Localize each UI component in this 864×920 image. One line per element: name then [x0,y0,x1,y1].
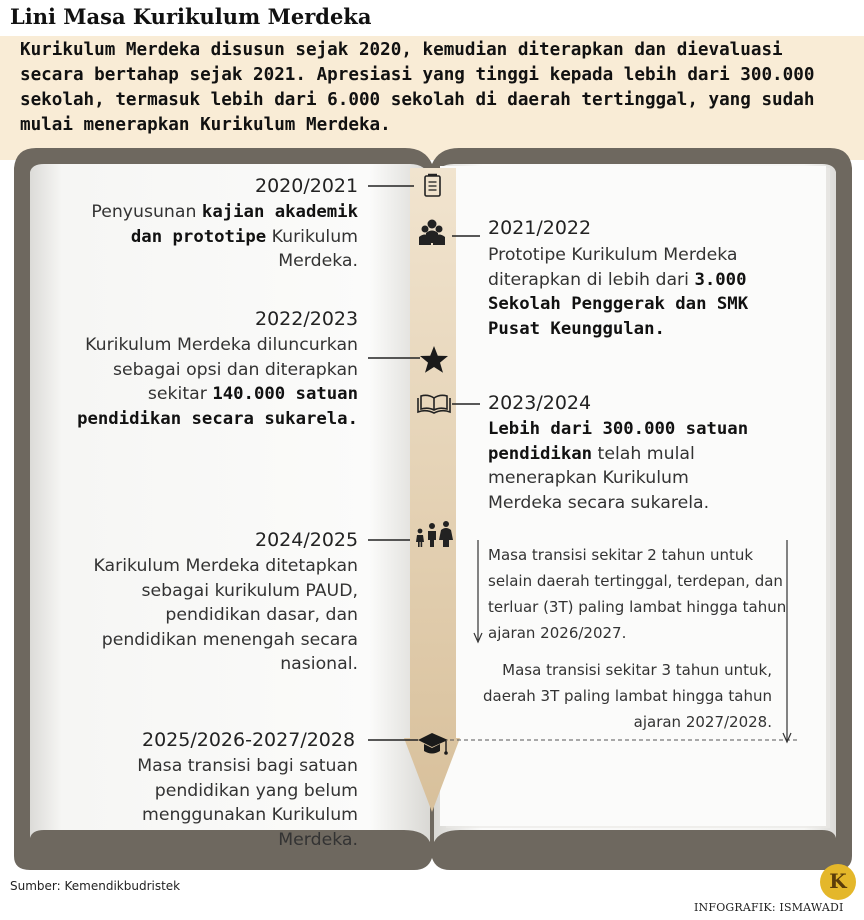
publisher-logo: K [820,864,856,900]
desc-2021-2022: Prototipe Kurikulum Merdeka diterapkan di lebih dari 3.000 Sekolah Penggerak dan SMK Pusat Keunggulan. [488,245,749,339]
page-title: Lini Masa Kurikulum Merdeka [10,4,372,29]
timeline-arrow [404,168,460,812]
date-2020-2021: 2020/2021 [255,175,359,197]
date-2021-2022: 2021/2022 [488,217,592,239]
source-text: Sumber: Kemendikbudristek [10,879,181,893]
intro-text: Kurikulum Merdeka disusun sejak 2020, kemudian diterapkan dan dievaluasi secara bertahap sejak 2021. Apresiasi yang tinggi kepada lebih dari 300.000 sekolah, termasuk lebih dari 6.000 sekolah di daerah tertinggal, yang sudah mulai menerapkan Kurikulum Merdeka. [20,40,815,135]
transition-note-3t: Masa transisi sekitar 3 tahun untuk, daerah 3T paling lambat hingga tahun ajaran 2027/2028. [482,661,772,731]
desc-2025-2028: Masa transisi bagi satuan pendidikan yang belum menggunakan Kurikulum Merdeka. [137,756,358,850]
date-2023-2024: 2023/2024 [488,392,592,414]
transition-note-non-3t: Masa transisi sekitar 2 tahun untuk selain daerah tertinggal, terdepan, dan terluar (3T) paling lambat hingga tahun ajaran 2026/2027. [488,546,787,642]
desc-2022-2023: Kurikulum Merdeka diluncurkan sebagai opsi dan diterapkan sekitar 140.000 satuan pendidikan secara sukarela. [77,335,358,429]
infographic-credit: INFOGRAFIK: ISMAWADI [694,901,844,914]
desc-2023-2024: Lebih dari 300.000 satuan pendidikan telah mulal menerapkan Kurikulum Merdeka secara sukarela. [488,419,749,513]
desc-2024-2025: Karikulum Merdeka ditetapkan sebagai kurikulum PAUD, pendidikan dasar, dan pendidikan menengah secara nasional. [93,556,358,674]
date-2022-2023: 2022/2023 [255,308,359,330]
desc-2020-2021: Penyusunan kajian akademik dan prototipe Kurikulum Merdeka. [91,202,358,271]
date-2024-2025: 2024/2025 [255,529,359,551]
date-2025-2028: 2025/2026-2027/2028 [142,729,356,751]
